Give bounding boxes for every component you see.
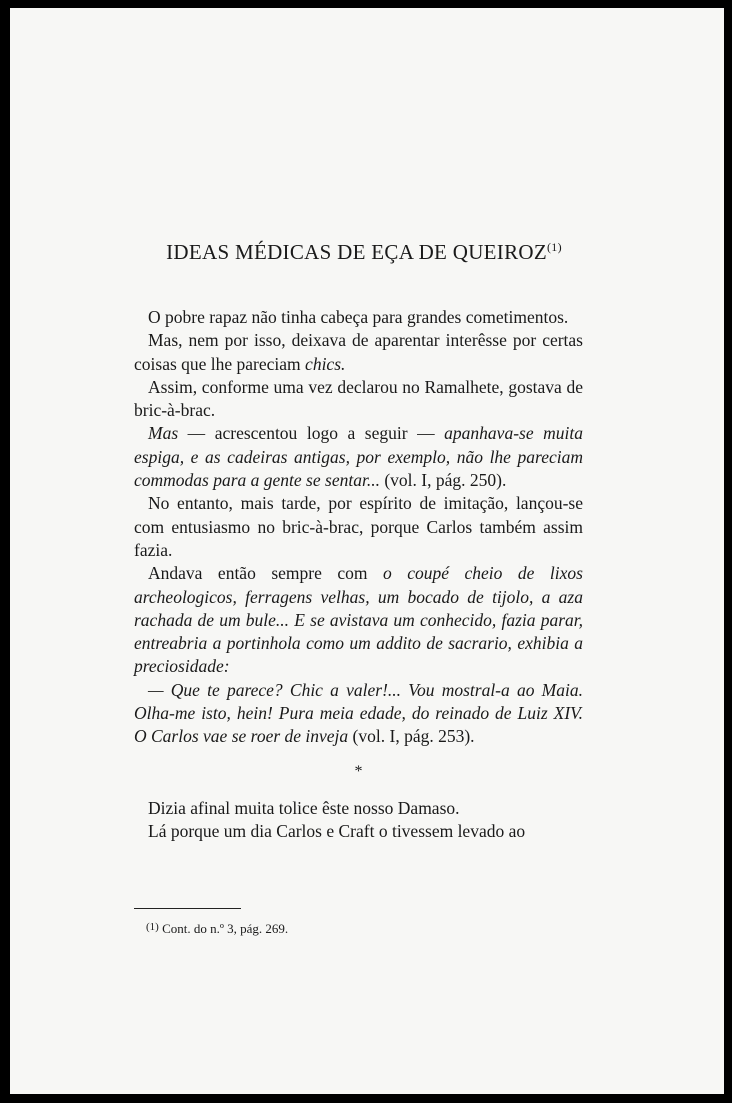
footnote-text: Cont. do n.º 3, pág. 269. (158, 921, 289, 936)
footnote-rule (134, 908, 241, 909)
paragraph-9: Lá porque um dia Carlos e Craft o tivessem levado ao (148, 820, 526, 841)
paragraph-6-text: Andava então sempre com (148, 563, 383, 584)
paragraph-4 (134, 422, 583, 492)
title-text: IDEAS MÉDICAS DE EÇA DE QUEIROZ (166, 240, 547, 264)
paragraph-2-italic: chics. (305, 353, 346, 374)
paragraph-4-italic-start: Mas (148, 423, 179, 444)
paragraph-4-citation: (vol. I, pág. 250). (379, 470, 507, 491)
article-title (134, 240, 594, 265)
paragraph-6-quote: o coupé cheio de lixos archeologicos, ferragens velhas, um bocado de tijolo, a aza rachada de um bule... E se avistava um conhecido, fazia parar, entreabria a portinhola como um addito de sacrario, exhibia a preciosidade: (134, 563, 583, 677)
paragraph-1: O pobre rapaz não tinha cabeça para grandes cometimentos. (148, 307, 569, 327)
article-body (134, 306, 583, 843)
paragraph-7-citation: (vol. I, pág. 253). (348, 726, 475, 747)
paragraph-5: No entanto, mais tarde, por espírito de imitação, lançou-se com entusiasmo no bric-à-brac, porque Carlos também assim fazia. (134, 493, 583, 560)
section-separator: * (354, 762, 363, 780)
paragraph-3: Assim, conforme uma vez declarou no Ramalhete, gostava de bric-à-brac. (134, 376, 583, 421)
paragraph-2-text: Mas, nem por isso, deixava de aparentar interêsse por certas coisas que lhe pareciam (134, 330, 583, 374)
paragraph-7-quote: — Que te parece? Chic a valer!... Vou mostral-a ao Maia. Olha-me isto, hein! Pura meia edade, do reinado de Luiz XIV. O Carlos vae se roer de inveja (134, 679, 583, 747)
paragraph-2 (134, 329, 583, 376)
paragraph-4-dash-text: — acrescentou logo a seguir — (178, 423, 445, 444)
paragraph-4-quote: apanhava-se muita espiga, e as cadeiras antigas, por exemplo, não lhe pareciam commodas para a gente se sentar... (134, 423, 583, 491)
footnote (146, 921, 288, 937)
paragraph-6 (134, 562, 583, 678)
book-page (10, 8, 724, 1094)
paragraph-7 (134, 679, 583, 749)
paragraph-8: Dizia afinal muita tolice êste nosso Damaso. (148, 797, 460, 818)
title-footnote-marker: (1) (546, 240, 562, 254)
footnote-marker: (1) (146, 921, 159, 933)
